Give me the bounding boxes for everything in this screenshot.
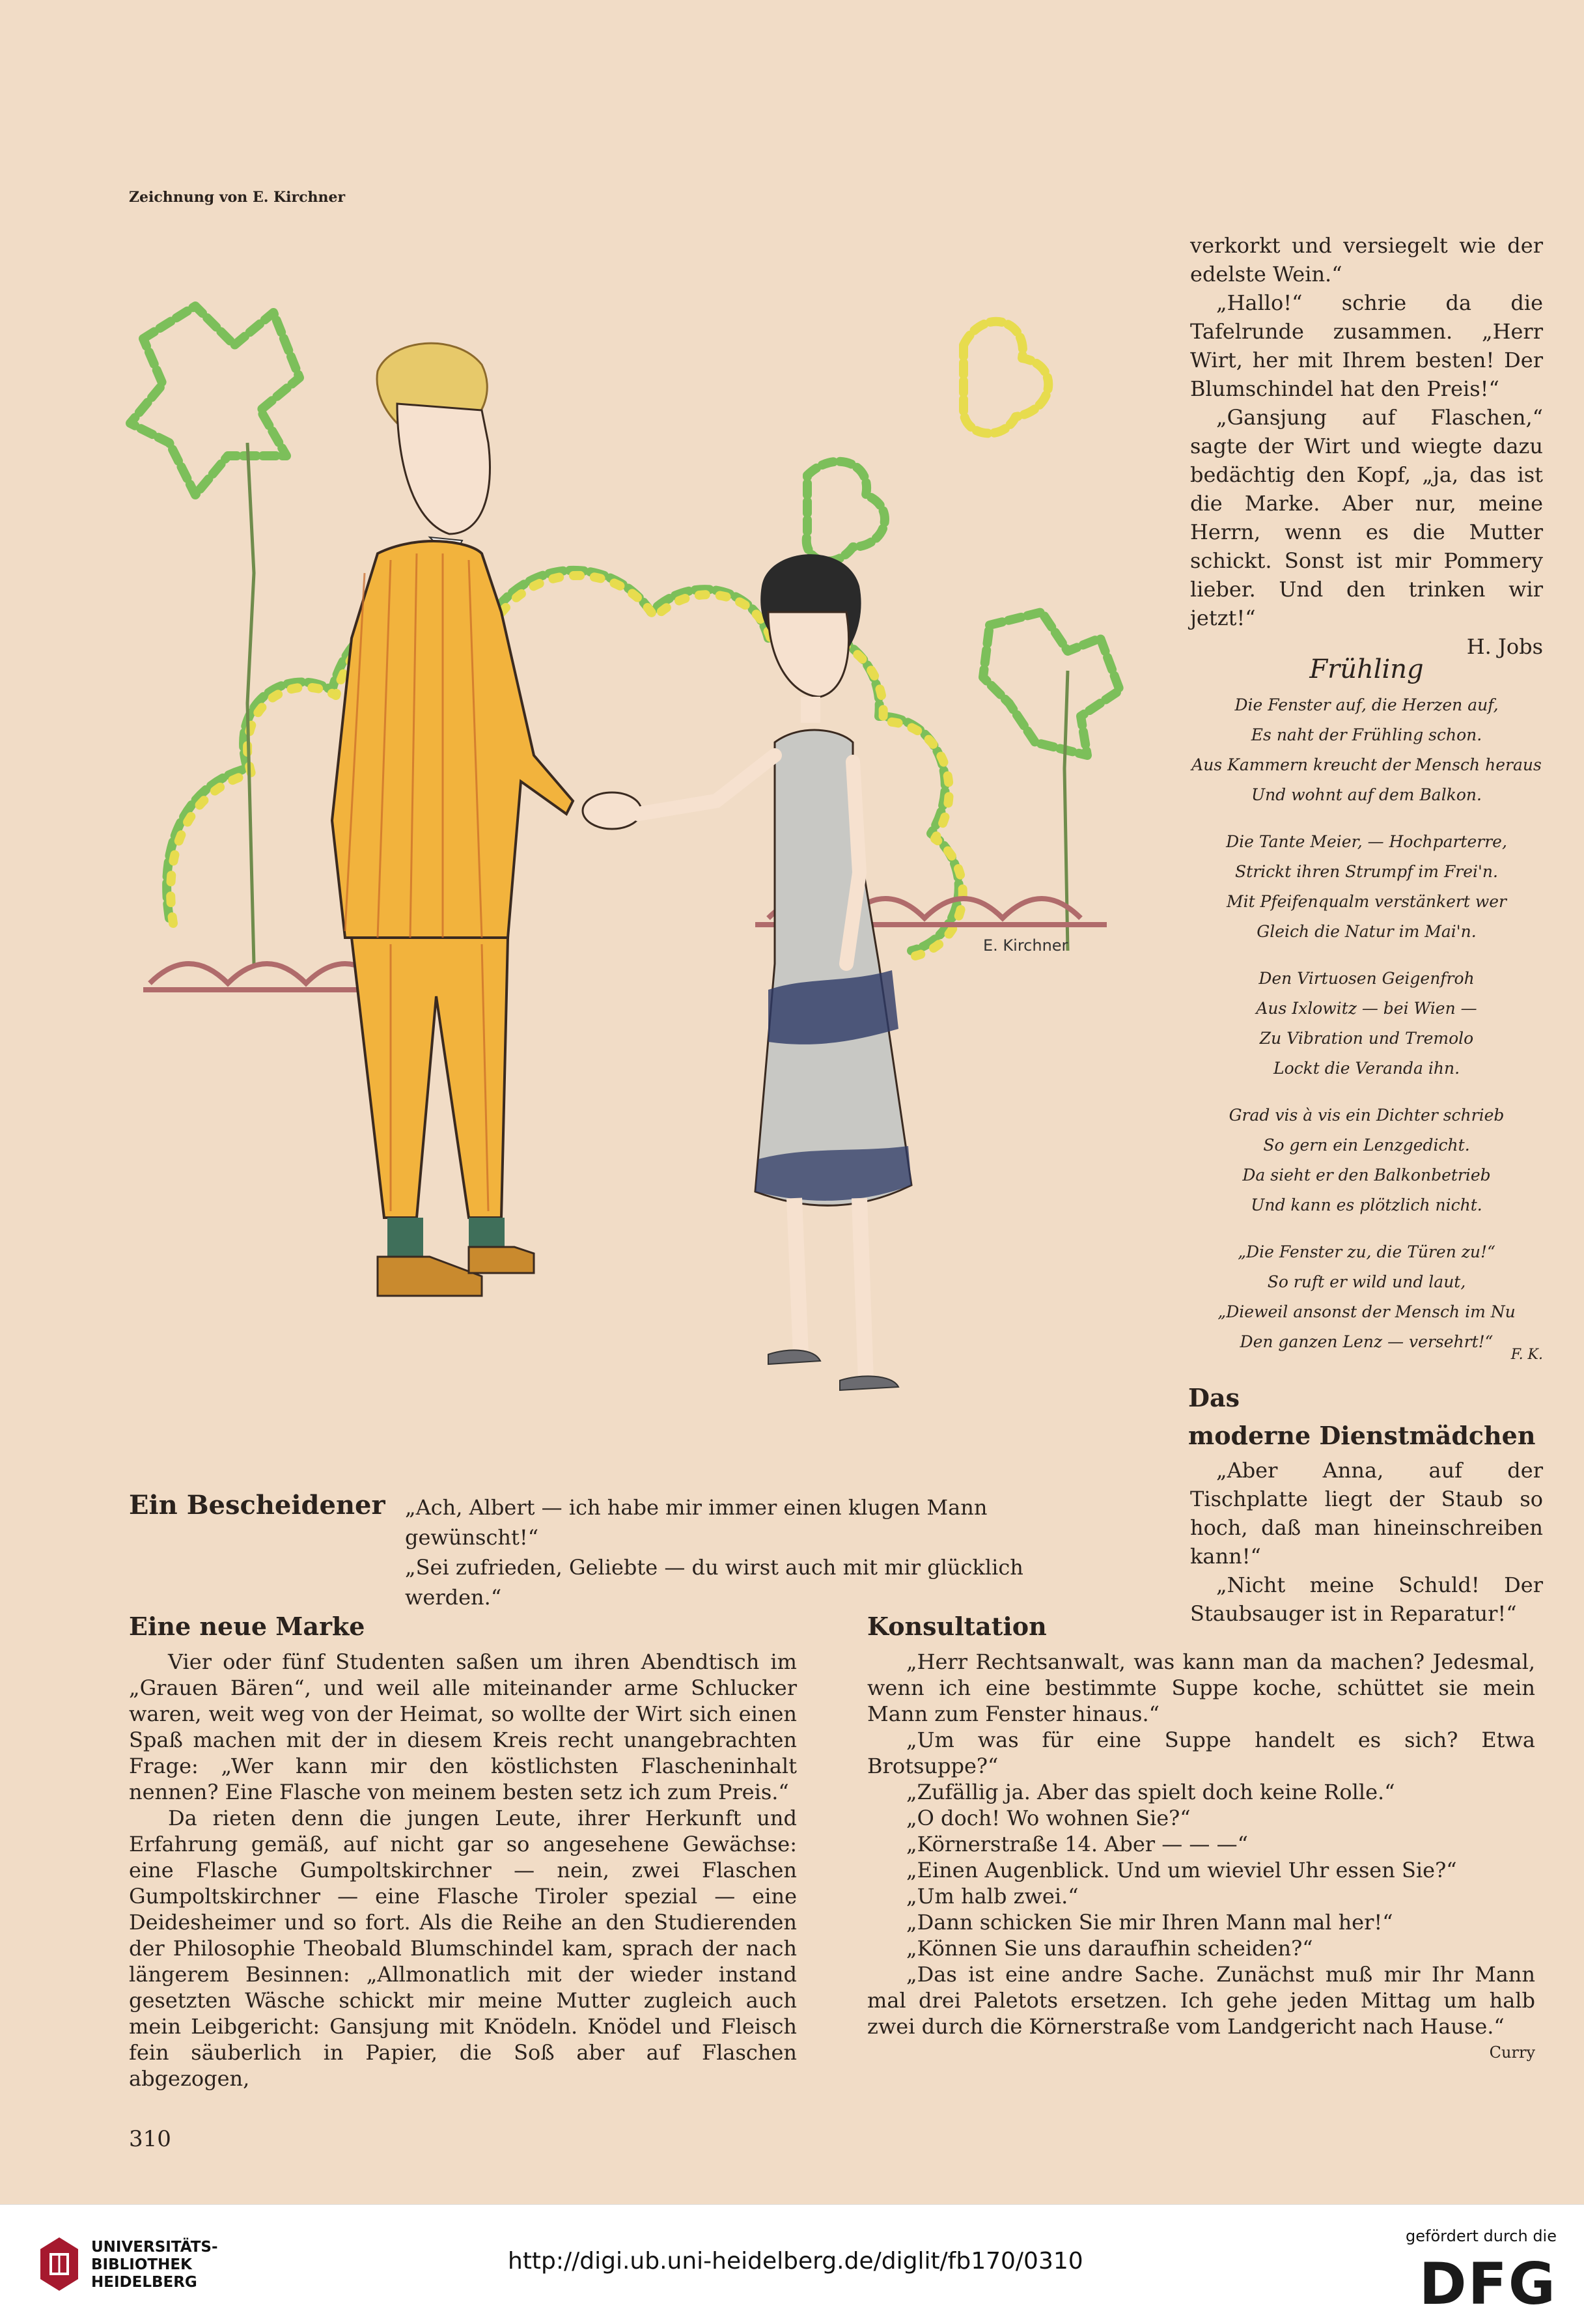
poem-line: Aus Kammern kreucht der Mensch heraus [1191,755,1542,774]
dienst-heading-line: Das [1188,1383,1240,1412]
paragraph: Da rieten denn die jungen Leute, ihrer Herkunft und Erfahrung gemäß, auf nicht gar so angesehene Gewächse: eine Flasche Gumpoltskirchner — nein, zwei Flaschen Gumpoltskirchner — eine Flasche Tiroler spezial — eine Deidesheimer und so fort. Als die Reihe an den Studierenden der Philosophie Theobald Blumschindel kam, sprach der nach längerem Besinnen: „Allmonatlich mit der wieder instand gesetzten Wäsche schickt mir meine Mutter zugleich auch mein Leibgericht: Gansjung mit Knödeln. Knödel und Fleisch fein säuberlich in Papier, die Soß aber auf Flaschen abgezogen, [129,1806,797,2091]
footer-bar [0,2204,1584,2324]
story-continuation [1190,231,1543,661]
uni-name-line: BIBLIOTHEK [91,2256,192,2273]
poem-line: Da sieht er den Balkonbetrieb [1242,1166,1491,1184]
poem-stanza [1190,1100,1543,1220]
paragraph: „Können Sie uns daraufhin scheiden?“ [906,1936,1313,1961]
poem [1190,690,1543,1374]
caption-line: „Ach, Albert — ich habe mir immer einen klugen Mann gewünscht!“ [405,1495,988,1550]
uni-name-line: HEIDELBERG [91,2274,197,2291]
author-signature: H. Jobs [1466,634,1543,659]
poem-line: Strickt ihren Strumpf im Frei'n. [1235,862,1498,881]
paragraph: „Gansjung auf Flaschen,“ sagte der Wirt und wiegte dazu bedächtig den Kopf, „ja, das ist die Marke. Aber nur, meine Herrn, wenn es die Mutter schickt. Sonst ist mir Pommery lieber. Und den trinken wir jetzt!“ [1190,405,1543,630]
author-signature: Curry [1489,2043,1535,2062]
poem-line: Es naht der Frühling schon. [1251,725,1482,744]
paragraph: Vier oder fünf Studenten saßen um ihren Abendtisch im „Grauen Bären“, und weil alle miteinander arme Schlucker waren, weit weg von der Heimat, so wollte der Wirt sich einen Spaß machen mit der in diesem Kreis recht unangebrachten Frage: „Wer kann mir den köstlichsten Flascheninhalt nennen? Eine Flasche von meinem besten setz ich zum Preis.“ [129,1649,797,1804]
poem-line: So ruft er wild und laut, [1267,1272,1466,1291]
poem-signature: F. K. [1510,1347,1543,1363]
article-konsultation [867,1614,1535,2065]
poem-line: Die Tante Meier, — Hochparterre, [1226,832,1507,851]
article-title: Eine neue Marke [129,1612,365,1641]
dfg-logo[interactable]: DFG [1419,2250,1557,2317]
drawing-signature: E. Kirchner [983,936,1068,955]
university-library-name [91,2239,218,2291]
caption-text [405,1492,1115,1612]
poem-line: Gleich die Natur im Mai'n. [1257,922,1477,941]
dienst-heading-line: moderne Dienstmädchen [1188,1421,1536,1450]
page-number: 310 [129,2126,171,2152]
illustration-couple [117,247,1159,1485]
paragraph: „Körnerstraße 14. Aber — — —“ [906,1832,1248,1856]
poem-line: Lockt die Veranda ihn. [1273,1059,1460,1078]
paragraph: „Das ist eine andre Sache. Zunächst muß mir Ihr Mann mal drei Paletots ersetzen. Ich gehe jeden Mittag um halb zwei durch die Körnerstraße vom Landgericht nach Hause.“ [867,1962,1535,2039]
paragraph: „Aber Anna, auf der Tischplatte liegt der Staub so hoch, daß man hineinschreiben kann!“ [1190,1458,1543,1569]
poem-line: Und wohnt auf dem Balkon. [1251,785,1482,804]
paragraph: „Zufällig ja. Aber das spielt doch keine Rolle.“ [906,1780,1395,1804]
poem-title: Frühling [1309,654,1424,684]
paragraph: „O doch! Wo wohnen Sie?“ [906,1806,1191,1830]
poem-line: Zu Vibration und Tremolo [1259,1029,1474,1048]
paragraph: „Nicht meine Schuld! Der Staubsauger ist in Reparatur!“ [1190,1573,1543,1626]
poem-stanza [1190,1237,1543,1357]
man-figure [332,343,641,1296]
uni-name-line: UNIVERSITÄTS- [91,2239,218,2256]
caption-line: „Sei zufrieden, Geliebte — du wirst auch mit mir glücklich werden.“ [405,1555,1023,1610]
paragraph: „Hallo!“ schrie da die Tafelrunde zusammen. „Herr Wirt, her mit Ihrem besten! Der Blumschindel hat den Preis!“ [1190,290,1543,401]
poem-line: So gern ein Lenzgedicht. [1263,1136,1470,1155]
poem-line: Den Virtuosen Geigenfroh [1258,969,1475,988]
poem-stanza [1190,827,1543,947]
paragraph: „Um was für eine Suppe handelt es sich? Etwa Brotsuppe?“ [867,1728,1535,1778]
poem-line: Mit Pfeifenqualm verstänkert wer [1226,892,1507,911]
paragraph: „Herr Rechtsanwalt, was kann man da machen? Jedesmal, wenn ich eine bestimmte Suppe koche, schüttet sie mein Mann zum Fenster hinaus.“ [867,1649,1535,1726]
poem-line: „Die Fenster zu, die Türen zu!“ [1238,1242,1495,1261]
source-url-link[interactable]: http://digi.ub.uni-heidelberg.de/diglit/fb170/0310 [508,2248,1083,2275]
illustration-credit: Zeichnung von E. Kirchner [129,189,346,206]
funding-note: gefördert durch die [1406,2227,1557,2245]
article-title: Konsultation [867,1612,1047,1641]
dienst-heading [1188,1379,1535,1455]
caption-title: Ein Bescheidener [129,1490,385,1520]
paragraph: verkorkt und versiegelt wie der edelste Wein.“ [1190,233,1543,287]
poem-line: Aus Ixlowitz — bei Wien — [1256,999,1477,1018]
poem-line: Den ganzen Lenz — versehrt!“ [1240,1332,1494,1351]
poem-stanza [1190,690,1543,810]
poem-stanza [1190,964,1543,1084]
dienst-text [1190,1456,1543,1628]
paragraph: „Um halb zwei.“ [906,1884,1079,1909]
paragraph: „Dann schicken Sie mir Ihren Mann mal her!“ [906,1910,1393,1935]
poem-line: Die Fenster auf, die Herzen auf, [1234,695,1499,714]
article-neue-marke [129,1614,797,2092]
paragraph: „Einen Augenblick. Und um wieviel Uhr essen Sie?“ [906,1858,1457,1883]
poem-line: „Dieweil ansonst der Mensch im Nu [1217,1302,1516,1321]
poem-line: Und kann es plötzlich nicht. [1251,1196,1482,1214]
poem-line: Grad vis à vis ein Dichter schrieb [1229,1106,1505,1125]
library-seal-icon [39,2236,79,2292]
